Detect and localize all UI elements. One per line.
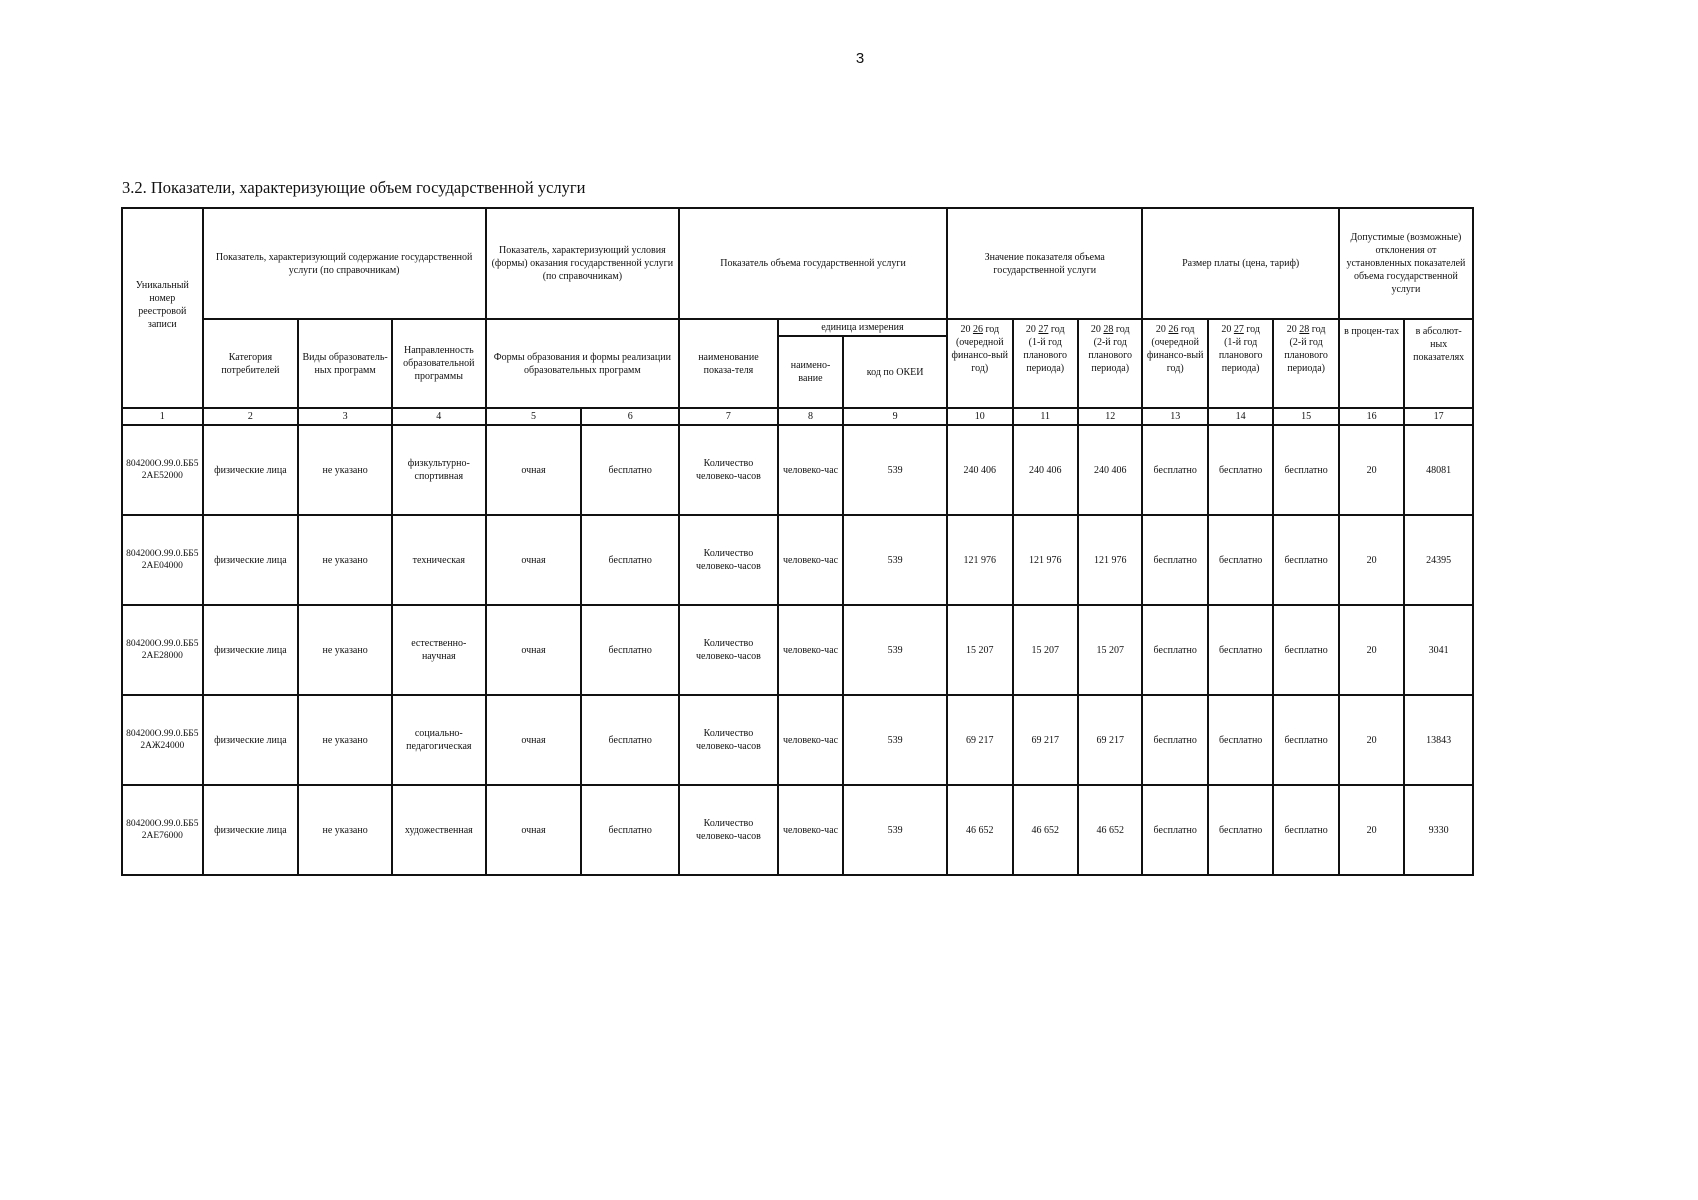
header-okei-code: код по ОКЕИ [843,336,947,408]
table-row [122,515,1473,605]
header-in-absolute: в абсолют-ных показателях [1404,319,1473,408]
header-category: Категория потребителей [203,319,299,408]
unit-name: человеко-час [778,515,843,605]
column-number: 6 [581,408,679,425]
indicator-name: Количество человеко-часов [679,695,778,785]
header-value-2027: 20 27 год (1-й год планового периода) [1013,319,1078,408]
volume-2027: 240 406 [1013,425,1078,515]
program-direction: художественная [392,785,486,875]
column-number: 10 [947,408,1012,425]
table-row [122,425,1473,515]
fee-2026: бесплатно [1142,695,1207,785]
deviation-absolute: 48081 [1404,425,1473,515]
header-unit-name: наимено-вание [778,336,843,408]
volume-2027: 69 217 [1013,695,1078,785]
deviation-percent: 20 [1339,695,1404,785]
okei-code: 539 [843,605,947,695]
unit-name: человеко-час [778,785,843,875]
fee-2027: бесплатно [1208,515,1273,605]
indicator-name: Количество человеко-часов [679,515,778,605]
fee-2028: бесплатно [1273,695,1338,785]
implementation-form: бесплатно [581,785,679,875]
unit-name: человеко-час [778,695,843,785]
fee-2026: бесплатно [1142,515,1207,605]
volume-2028: 240 406 [1078,425,1142,515]
fee-2028: бесплатно [1273,425,1338,515]
header-value-2028: 20 28 год (2-й год планового периода) [1078,319,1142,408]
consumer-category: физические лица [203,605,299,695]
header-fee: Размер платы (цена, тариф) [1142,208,1338,319]
program-type: не указано [298,695,392,785]
deviation-absolute: 13843 [1404,695,1473,785]
table-row [122,695,1473,785]
column-number: 14 [1208,408,1273,425]
consumer-category: физические лица [203,515,299,605]
program-type: не указано [298,605,392,695]
registry-number: 804200О.99.0.ББ52АЕ04000 [122,515,203,605]
indicator-name: Количество человеко-часов [679,425,778,515]
header-volume-value: Значение показателя объема государственной услуги [947,208,1142,319]
deviation-percent: 20 [1339,425,1404,515]
education-form: очная [486,425,582,515]
section-title: 3.2. Показатели, характеризующие объем государственной услуги [122,178,586,197]
column-number: 15 [1273,408,1338,425]
column-number: 7 [679,408,778,425]
implementation-form: бесплатно [581,695,679,785]
column-number: 2 [203,408,299,425]
volume-2026: 121 976 [947,515,1012,605]
column-number: 1 [122,408,203,425]
header-fee-2026: 20 26 год (очередной финансо-вый год) [1142,319,1207,408]
fee-2026: бесплатно [1142,425,1207,515]
deviation-percent: 20 [1339,515,1404,605]
header-indicator-name: наименование показа-теля [679,319,778,408]
volume-2028: 121 976 [1078,515,1142,605]
volume-2026: 15 207 [947,605,1012,695]
fee-2028: бесплатно [1273,785,1338,875]
column-number: 4 [392,408,486,425]
okei-code: 539 [843,425,947,515]
table-row [122,605,1473,695]
header-program-direction: Направленность образовательной программы [392,319,486,408]
deviation-absolute: 24395 [1404,515,1473,605]
column-number: 5 [486,408,582,425]
registry-number: 804200О.99.0.ББ52АЕ52000 [122,425,203,515]
education-form: очная [486,695,582,785]
header-unique-number: Уникальный номер реестровой записи [122,208,203,408]
header-value-2026: 20 26 год (очередной финансо-вый год) [947,319,1012,408]
fee-2027: бесплатно [1208,695,1273,785]
column-number: 17 [1404,408,1473,425]
okei-code: 539 [843,695,947,785]
header-content-indicator: Показатель, характеризующий содержание государственной услуги (по справочникам) [203,208,486,319]
education-form: очная [486,605,582,695]
okei-code: 539 [843,785,947,875]
header-volume-indicator: Показатель объема государственной услуги [679,208,947,319]
consumer-category: физические лица [203,785,299,875]
implementation-form: бесплатно [581,425,679,515]
registry-number: 804200О.99.0.ББ52АЕ76000 [122,785,203,875]
volume-indicators-table [121,207,1474,876]
volume-2026: 69 217 [947,695,1012,785]
implementation-form: бесплатно [581,515,679,605]
header-education-forms: Формы образования и формы реализации образовательных программ [486,319,679,408]
column-number: 12 [1078,408,1142,425]
column-number: 9 [843,408,947,425]
column-number: 16 [1339,408,1404,425]
program-direction: естественно-научная [392,605,486,695]
program-type: не указано [298,785,392,875]
fee-2026: бесплатно [1142,605,1207,695]
column-number: 13 [1142,408,1207,425]
education-form: очная [486,785,582,875]
fee-2027: бесплатно [1208,605,1273,695]
volume-2028: 46 652 [1078,785,1142,875]
unit-name: человеко-час [778,425,843,515]
header-program-types: Виды образователь-ных программ [298,319,392,408]
okei-code: 539 [843,515,947,605]
consumer-category: физические лица [203,425,299,515]
deviation-absolute: 3041 [1404,605,1473,695]
indicator-name: Количество человеко-часов [679,605,778,695]
program-type: не указано [298,425,392,515]
fee-2027: бесплатно [1208,785,1273,875]
registry-number: 804200О.99.0.ББ52АЖ24000 [122,695,203,785]
volume-2027: 15 207 [1013,605,1078,695]
deviation-absolute: 9330 [1404,785,1473,875]
column-number: 11 [1013,408,1078,425]
education-form: очная [486,515,582,605]
header-in-percent: в процен-тах [1339,319,1404,408]
program-type: не указано [298,515,392,605]
header-conditions-indicator: Показатель, характеризующий условия (формы) оказания государственной услуги (по справочникам) [486,208,679,319]
fee-2028: бесплатно [1273,515,1338,605]
volume-2027: 46 652 [1013,785,1078,875]
header-deviations: Допустимые (возможные) отклонения от установленных показателей объема государственной услуги [1339,208,1473,319]
fee-2026: бесплатно [1142,785,1207,875]
indicator-name: Количество человеко-часов [679,785,778,875]
table-row [122,785,1473,875]
volume-2028: 15 207 [1078,605,1142,695]
registry-number: 804200О.99.0.ББ52АЕ28000 [122,605,203,695]
header-fee-2028: 20 28 год (2-й год планового периода) [1273,319,1338,408]
column-number: 8 [778,408,843,425]
volume-2027: 121 976 [1013,515,1078,605]
program-direction: техническая [392,515,486,605]
column-number: 3 [298,408,392,425]
volume-2026: 240 406 [947,425,1012,515]
consumer-category: физические лица [203,695,299,785]
fee-2027: бесплатно [1208,425,1273,515]
deviation-percent: 20 [1339,605,1404,695]
volume-2028: 69 217 [1078,695,1142,785]
program-direction: социально-педагогическая [392,695,486,785]
fee-2028: бесплатно [1273,605,1338,695]
volume-2026: 46 652 [947,785,1012,875]
header-fee-2027: 20 27 год (1-й год планового периода) [1208,319,1273,408]
implementation-form: бесплатно [581,605,679,695]
program-direction: физкультурно-спортивная [392,425,486,515]
unit-name: человеко-час [778,605,843,695]
column-number-row [122,408,1473,425]
header-unit: единица измерения [778,319,947,336]
page-number: 3 [855,50,865,67]
deviation-percent: 20 [1339,785,1404,875]
